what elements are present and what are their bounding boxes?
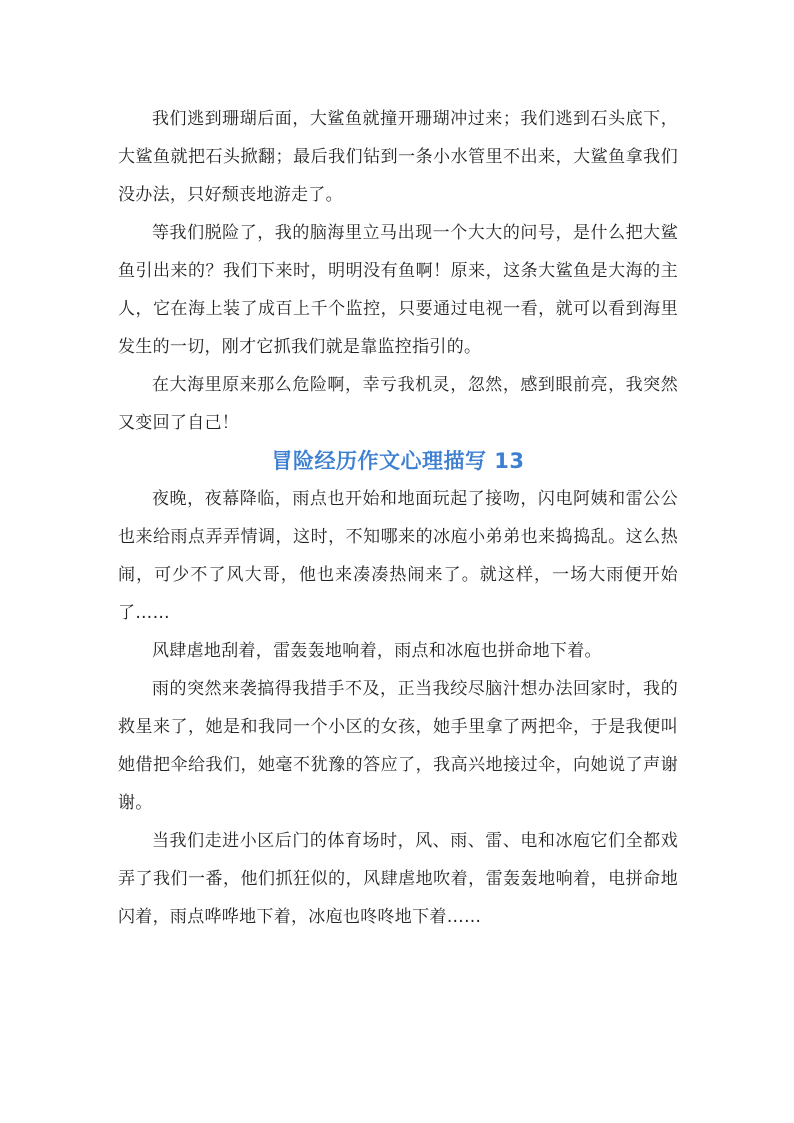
paragraph: 雨的突然来袭搞得我措手不及，正当我绞尽脑汁想办法回家时，我的救星来了，她是和我同一个小区的女孩，她手里拿了两把伞，于是我便叫她借把伞给我们，她毫不犹豫的答应了，我高兴地接过伞，向她说了声谢谢。 xyxy=(118,679,678,813)
paragraph: 在大海里原来那么危险啊，幸亏我机灵，忽然，感到眼前亮，我突然又变回了自己！ xyxy=(118,375,678,433)
paragraph: 我们逃到珊瑚后面，大鲨鱼就撞开珊瑚冲过来；我们逃到石头底下，大鲨鱼就把石头掀翻；最后我们钻到一条小水管里不出来，大鲨鱼拿我们没办法，只好颓丧地游走了。 xyxy=(118,109,678,205)
paragraph: 当我们走进小区后门的体育场时，风、雨、雷、电和冰庖它们全都戏弄了我们一番，他们抓狂似的，风肆虐地吹着，雷轰轰地响着，电拼命地闪着，雨点哗哗地下着，冰庖也咚咚地下着…… xyxy=(118,831,678,927)
document-body xyxy=(118,100,678,936)
section-title: 冒险经历作文心理描写 13 xyxy=(271,449,525,473)
paragraph: 等我们脱险了，我的脑海里立马出现一个大大的问号，是什么把大鲨鱼引出来的？我们下来时，明明没有鱼啊！原来，这条大鲨鱼是大海的主人，它在海上装了成百上千个监控，只要通过电视一看，就可以看到海里发生的一切，刚才它抓我们就是靠监控指引的。 xyxy=(118,223,678,357)
paragraph: 风肆虐地刮着，雷轰轰地响着，雨点和冰庖也拼命地下着。 xyxy=(152,641,602,661)
paragraph: 夜晚，夜幕降临，雨点也开始和地面玩起了接吻，闪电阿姨和雷公公也来给雨点弄弄情调，这时，不知哪来的冰庖小弟弟也来捣捣乱。这么热闹，可少不了风大哥，他也来凑凑热闹来了。就这样，一场大雨便开始了…… xyxy=(118,489,678,623)
